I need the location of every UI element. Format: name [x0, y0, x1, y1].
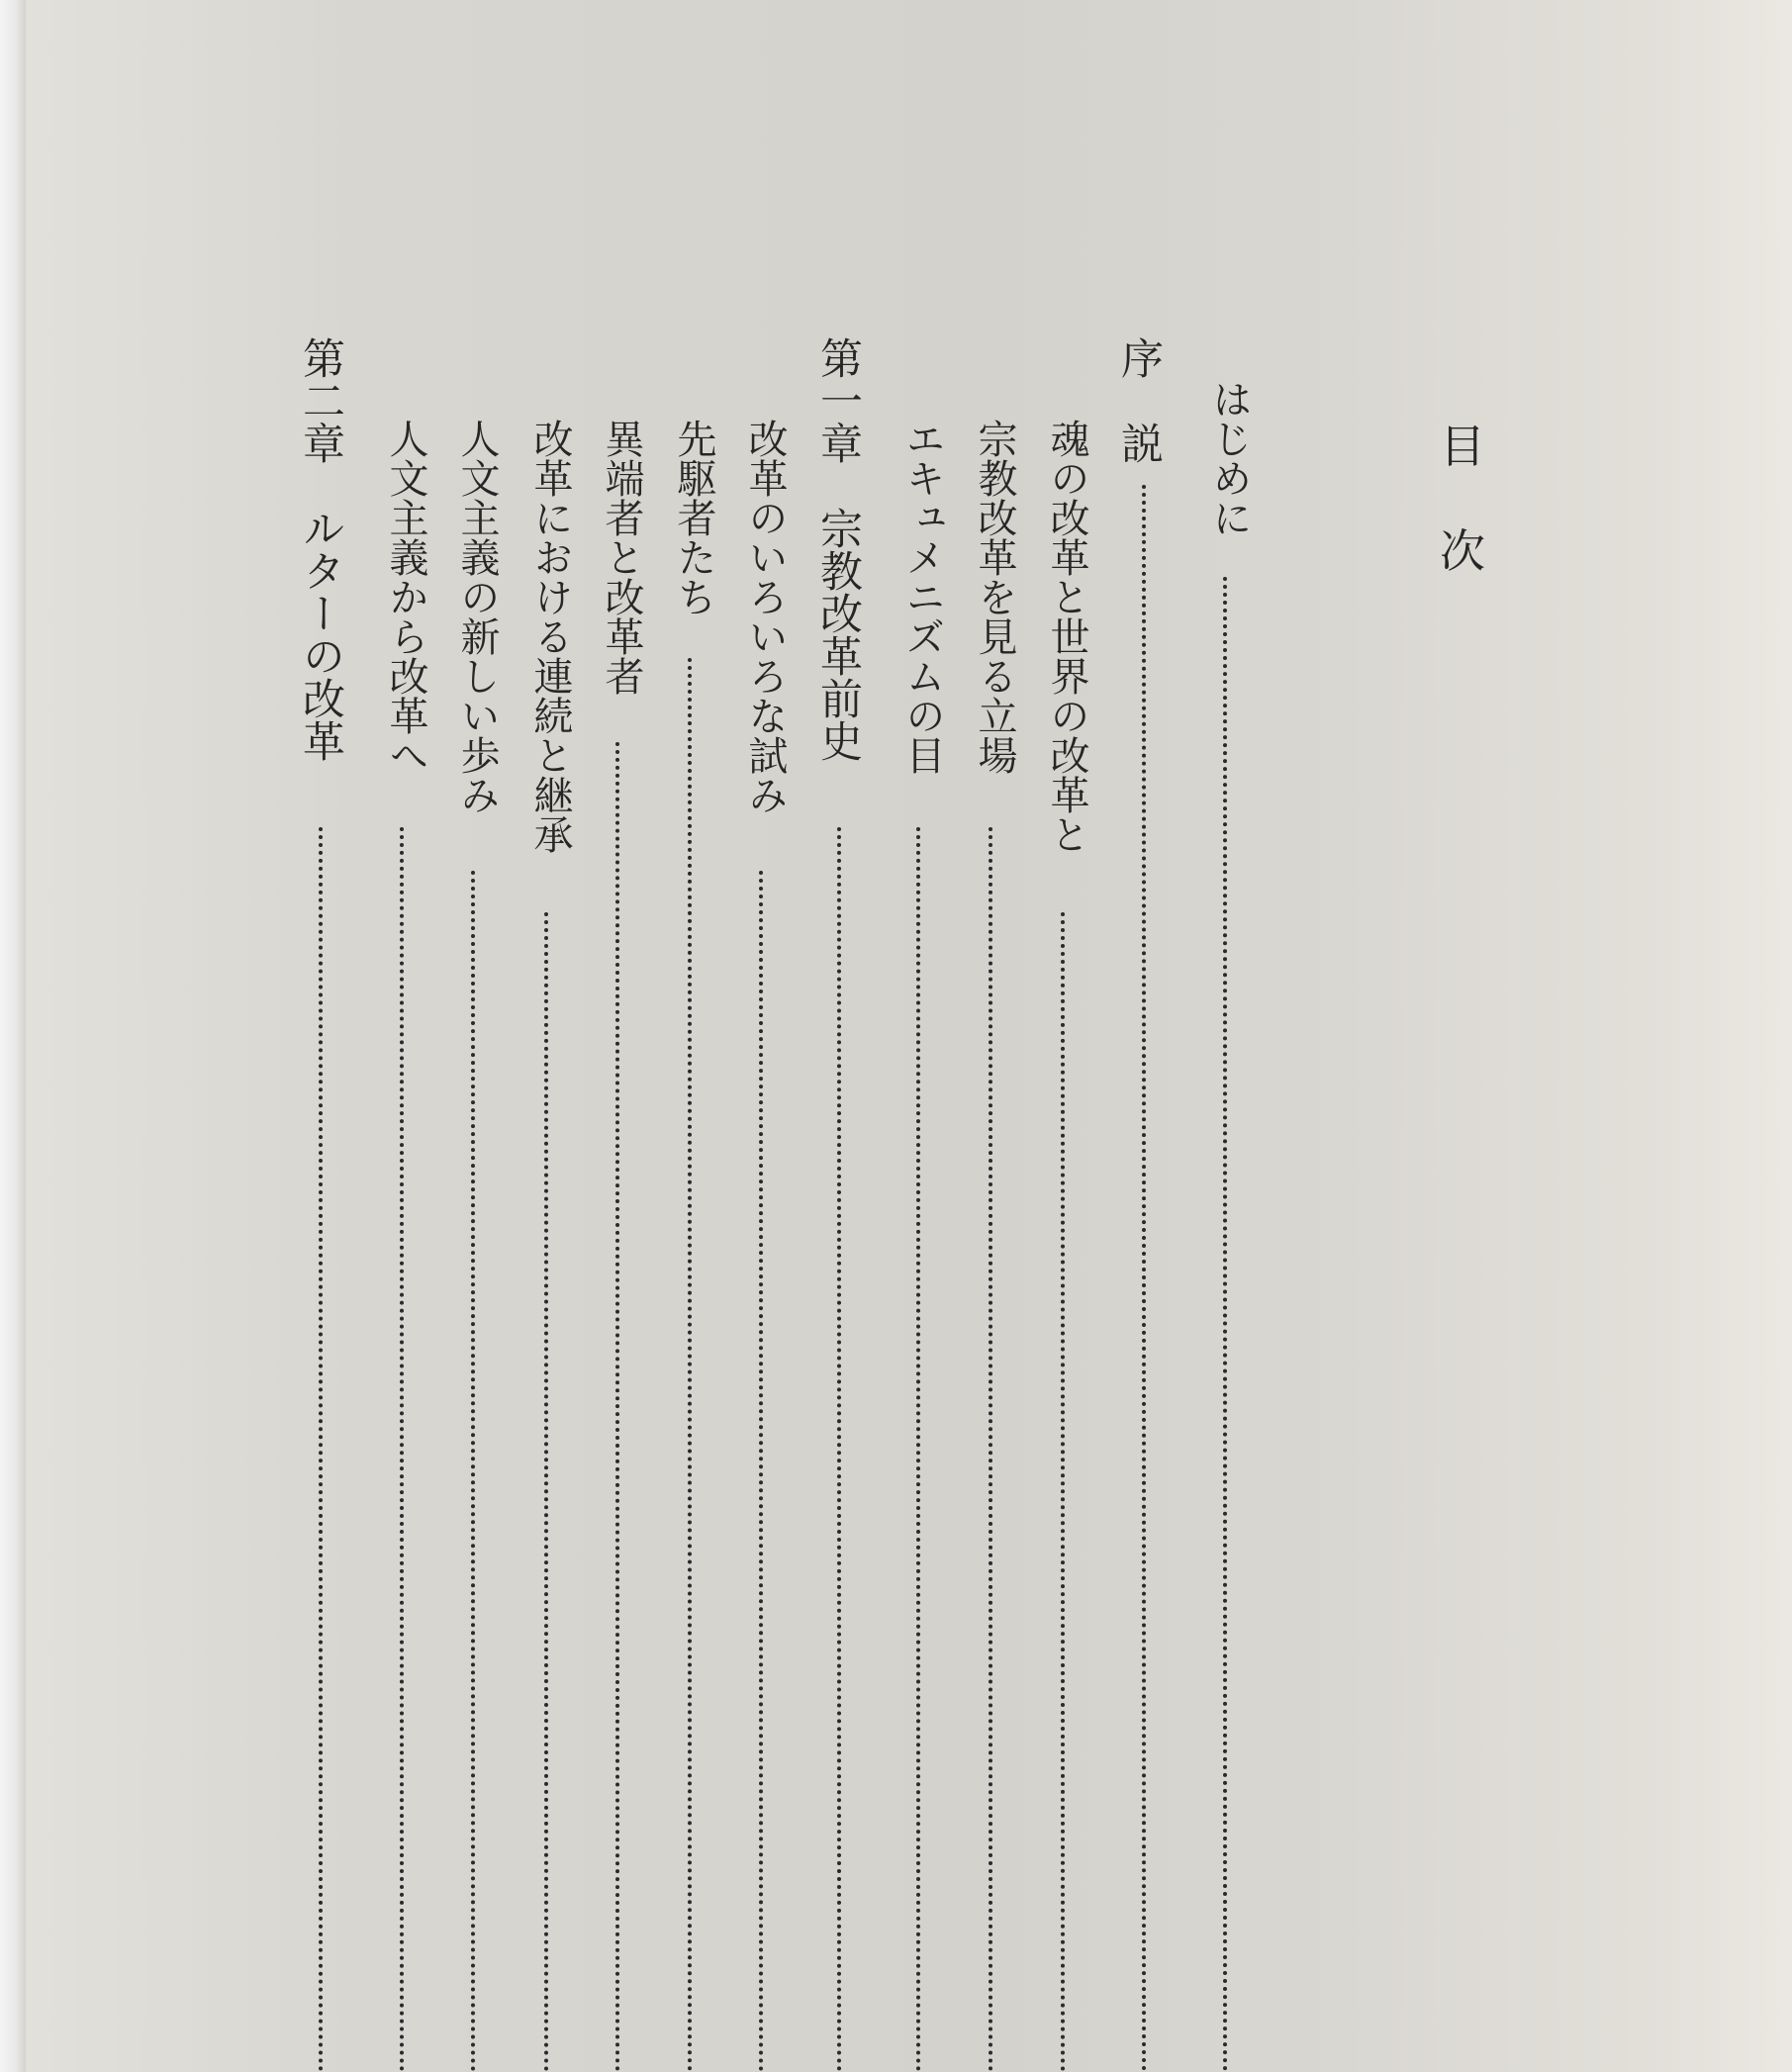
dot-leader [1142, 485, 1146, 2072]
toc-entry-section-1: 魂の改革と世界の改革と [1044, 419, 1089, 854]
toc-entry-section-5: 先駆者たち [671, 419, 716, 616]
dot-leader [759, 871, 763, 2072]
toc-entry-section-6: 異端者と改革者 [599, 419, 644, 696]
toc-entry-hajimeni: はじめに [1206, 379, 1252, 537]
dot-leader [544, 912, 548, 2072]
dot-leader [837, 827, 841, 2072]
dot-leader [1061, 912, 1065, 2072]
toc-entry-chapter-1: 第一章 宗教改革前史 [813, 336, 863, 762]
dot-leader [916, 827, 920, 2072]
toc-entry-section-9: 人文主義から改革へ [383, 419, 428, 775]
dot-leader [615, 742, 619, 2072]
dot-leader [400, 827, 404, 2072]
toc-entry-josetsu: 序 説 [1114, 336, 1164, 464]
toc-title [1433, 420, 1492, 578]
page-edge [0, 0, 26, 2072]
toc-entry-section-8: 人文主義の新しい歩み [454, 419, 500, 814]
dot-leader [471, 871, 475, 2072]
dot-leader [319, 827, 323, 2072]
dot-leader [989, 827, 992, 2072]
toc-entry-chapter-2: 第二章 ルターの改革 [296, 336, 345, 762]
toc-entry-section-4: 改革のいろいろな試み [742, 419, 788, 814]
toc-entry-section-2: 宗教改革を見る立場 [972, 419, 1017, 775]
toc-entry-section-3: エキュメニズムの目 [899, 419, 945, 775]
toc-title-char-2: 次 [1440, 524, 1485, 578]
toc-title-char-1: 目 [1440, 420, 1485, 473]
dot-leader [688, 658, 692, 2072]
dot-leader [1223, 577, 1227, 2072]
toc-entry-section-7: 改革における連続と継承 [527, 419, 573, 854]
